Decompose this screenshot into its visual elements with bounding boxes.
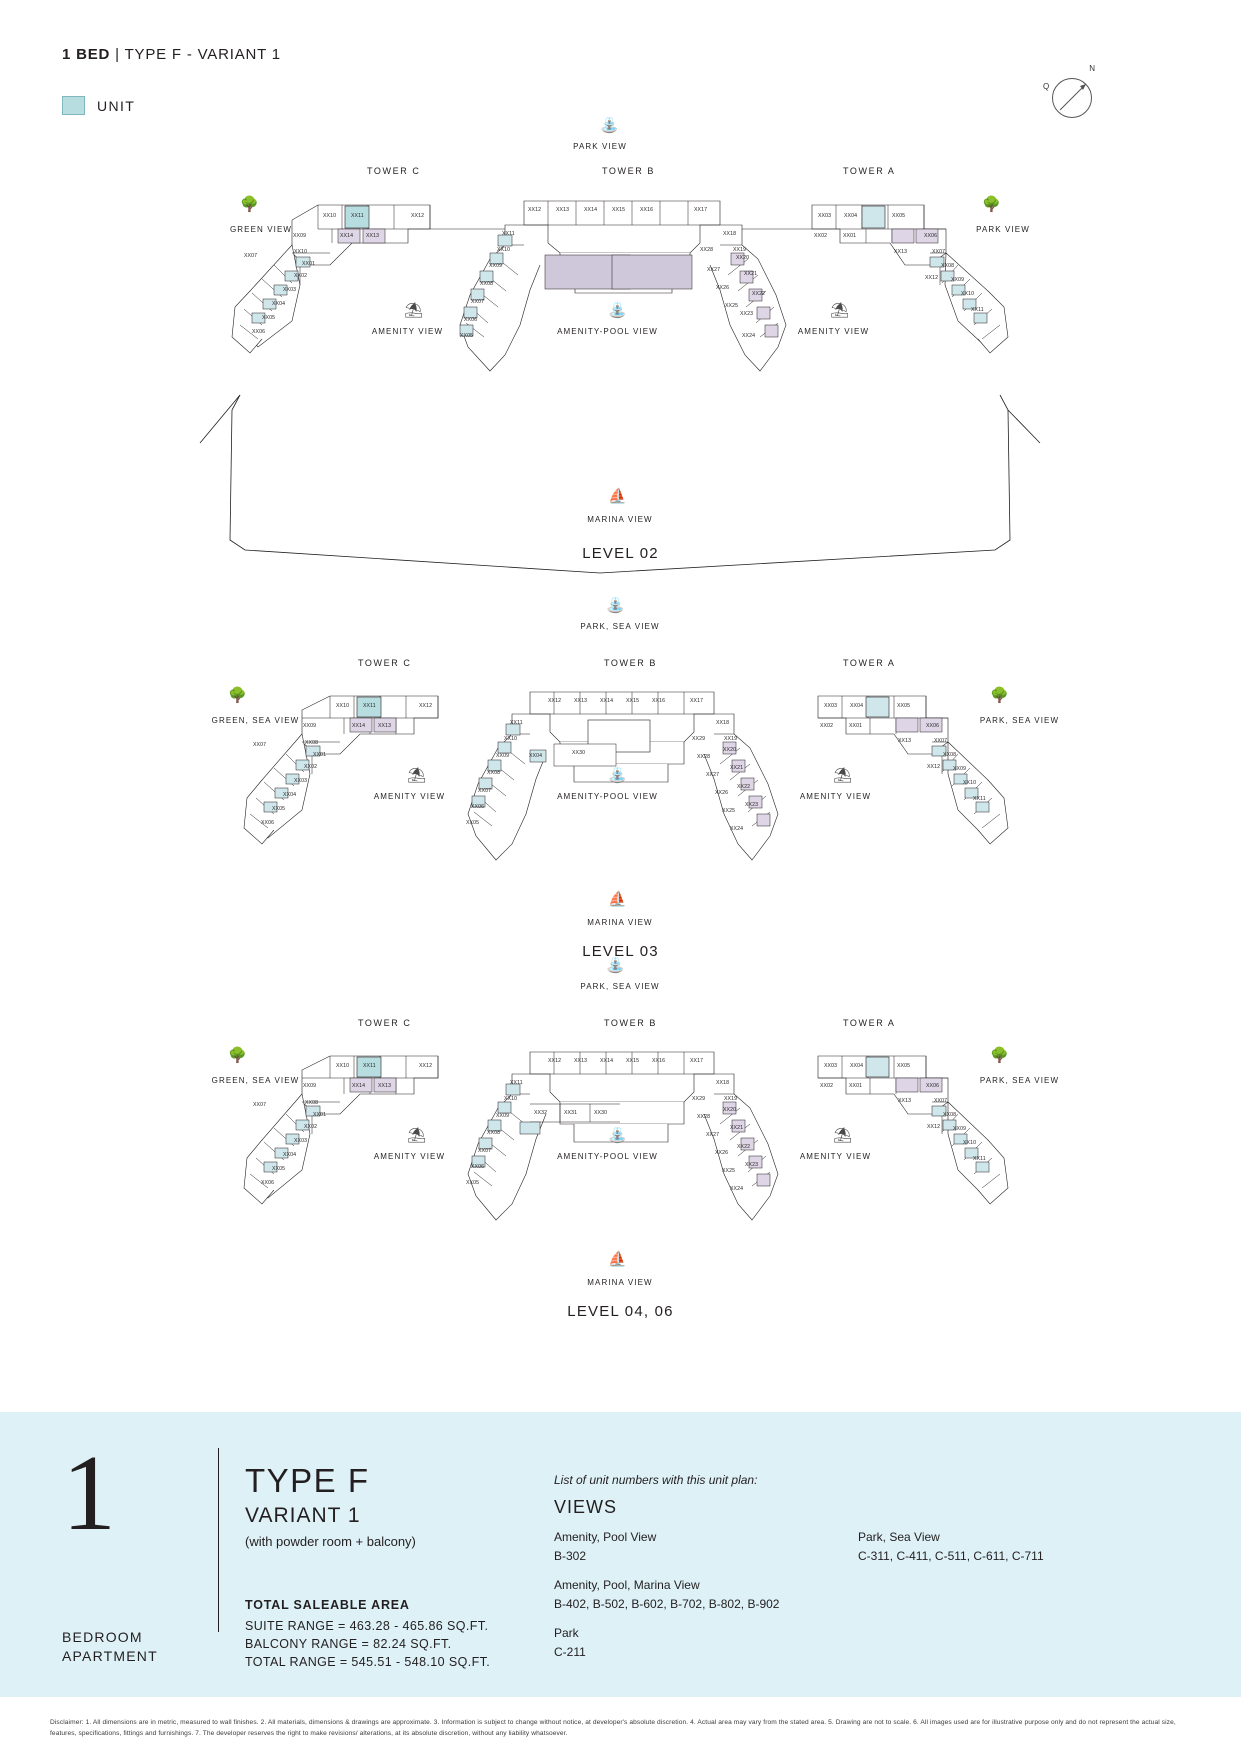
tower-label-c: TOWER C — [358, 1018, 412, 1028]
unit-number: XX10 — [336, 1063, 350, 1069]
view-label-bottom: MARINA VIEW — [587, 918, 653, 927]
unit-number: XX02 — [820, 1083, 834, 1089]
unit-number: XX07 — [932, 249, 946, 255]
unit-number: XX01 — [849, 723, 863, 729]
view-label-amenity-left: AMENITY VIEW — [371, 327, 444, 336]
unit-number: XX10 — [336, 703, 350, 709]
unit-number: XX30 — [572, 750, 586, 756]
unit-number: XX13 — [898, 1098, 912, 1104]
unit-number: XX14 — [600, 698, 614, 704]
unit-number: XX23 — [740, 311, 754, 317]
unit-number: XX04 — [272, 301, 286, 307]
park-icon: ⛲ — [600, 117, 619, 134]
unit-number: XX20 — [736, 255, 750, 261]
unit-number: XX13 — [574, 1058, 588, 1064]
unit-number: XX31 — [564, 1110, 578, 1116]
views-group-heading: Amenity, Pool View — [554, 1530, 657, 1544]
amenity-pool-icon: ⛲ — [608, 767, 627, 784]
unit-list-note: List of unit numbers with this unit plan: — [554, 1473, 758, 1487]
tower-label-b: TOWER B — [602, 166, 656, 176]
unit-number: XX22 — [752, 291, 766, 297]
view-label-amenity-right: AMENITY VIEW — [797, 327, 870, 336]
legend-unit-label: UNIT — [97, 97, 136, 114]
green-sea-icon: 🌳 — [228, 687, 247, 704]
amenity-icon-left: ⛱ — [407, 1127, 427, 1144]
unit-number: XX22 — [737, 784, 751, 790]
unit-number: XX20 — [723, 747, 737, 753]
unit-number: XX06 — [464, 317, 478, 323]
unit-number: XX04 — [844, 213, 858, 219]
unit-number: XX15 — [626, 698, 640, 704]
legend-unit-swatch — [62, 96, 85, 115]
views-group-values: B-302 — [554, 1548, 587, 1563]
unit-number: XX11 — [973, 1156, 986, 1162]
unit-number: XX21 — [730, 1125, 744, 1131]
views-title: VIEWS — [554, 1497, 618, 1517]
marina-icon: ⛵ — [608, 891, 627, 908]
tower-label-a: TOWER A — [843, 658, 896, 668]
unit-number: XX04 — [529, 753, 543, 759]
unit-number: XX05 — [262, 315, 276, 321]
unit-number: XX12 — [927, 764, 941, 770]
unit-number: XX06 — [926, 1083, 940, 1089]
views-group — [554, 1528, 779, 1565]
unit-number: XX05 — [897, 703, 911, 709]
unit-number: XX04 — [283, 792, 297, 798]
unit-number: XX02 — [304, 764, 318, 770]
unit-number: XX11 — [510, 720, 523, 726]
tower-label-a: TOWER A — [843, 166, 896, 176]
unit-number: XX12 — [411, 213, 425, 219]
area-title: TOTAL SALEABLE AREA — [245, 1598, 410, 1612]
unit-number: XX18 — [716, 720, 730, 726]
unit-number: XX27 — [707, 267, 721, 273]
unit-number: XX10 — [323, 213, 337, 219]
amenity-pool-icon: ⛲ — [608, 1127, 627, 1144]
level-title-04-06: LEVEL 04, 06 — [567, 1303, 674, 1320]
unit-number: XX10 — [963, 1140, 977, 1146]
unit-number: XX08 — [305, 740, 319, 746]
unit-number: XX28 — [697, 754, 711, 760]
green-sea-icon: 🌳 — [228, 1047, 247, 1064]
unit-number: XX06 — [261, 820, 275, 826]
unit-number: XX29 — [692, 736, 706, 742]
unit-number: XX14 — [584, 207, 598, 213]
views-group-heading: Amenity, Pool, Marina View — [554, 1578, 700, 1593]
unit-number: XX02 — [814, 233, 828, 239]
level-title-02: LEVEL 02 — [582, 545, 659, 562]
unit-number: XX01 — [313, 1112, 327, 1118]
unit-number: XX01 — [313, 752, 327, 758]
unit-number: XX07 — [934, 738, 948, 744]
unit-number: XX05 — [272, 1166, 286, 1172]
tower-label-b: TOWER B — [604, 658, 658, 668]
unit-number: XX02 — [820, 723, 834, 729]
area-lines — [245, 1618, 490, 1671]
unit-number: XX03 — [824, 1063, 838, 1069]
unit-number: XX25 — [722, 808, 736, 814]
unit-number: XX21 — [744, 271, 758, 277]
unit-number: XX13 — [378, 1083, 392, 1089]
views-group-heading: Park — [554, 1626, 579, 1641]
unit-number: XX03 — [294, 778, 308, 784]
tower-label-c: TOWER C — [367, 166, 421, 176]
amenity-icon-left: ⛱ — [407, 767, 427, 784]
unit-number: XX13 — [894, 249, 908, 255]
compass-north-label: N — [1089, 64, 1095, 73]
unit-number: XX18 — [723, 231, 737, 237]
unit-number: XX08 — [487, 770, 501, 776]
view-label-bottom: MARINA VIEW — [587, 515, 653, 524]
unit-number: XX09 — [489, 263, 503, 269]
unit-number: XX05 — [466, 1180, 480, 1186]
unit-number: XX01 — [849, 1083, 863, 1089]
unit-number: XX11 — [363, 1063, 376, 1069]
unit-number: XX07 — [934, 1098, 948, 1104]
unit-number: XX06 — [252, 329, 266, 335]
amenity-icon-left: ⛱ — [404, 302, 424, 319]
unit-number: XX28 — [700, 247, 714, 253]
disclaimer-text: Disclaimer: 1. All dimensions are in metric, measured to wall finishes. 2. All materials, dimensions & drawings are approximate. 3. Information is subject to change without notice, at developer's absolute discretion. 4. Actual area may vary from the stated area. 5. Drawing are not to scale. 6. All images used are for illustrative purpose only and do not represent the actual size, features, specifications, fittings and furnishings. 7. The developer reserves the right to make revisions/ alterations, at its absolute discretion, without any liability whatsoever. — [50, 1719, 1176, 1737]
view-label-top-center: PARK VIEW — [573, 142, 627, 151]
unit-number: XX12 — [548, 698, 562, 704]
views-column-left — [554, 1528, 779, 1673]
unit-number: XX29 — [692, 1096, 706, 1102]
page-title-bold: 1 BED — [62, 46, 111, 63]
amenity-icon-right: ⛱ — [833, 767, 853, 784]
park-sea-icon: ⛲ — [606, 957, 625, 974]
unit-number: XX15 — [626, 1058, 640, 1064]
floor-plan-level-03 — [0, 597, 1241, 960]
unit-number: XX06 — [471, 1164, 485, 1170]
unit-type-title: TYPE F — [245, 1462, 370, 1499]
unit-number: XX07 — [253, 742, 267, 748]
unit-number: XX19 — [724, 1096, 738, 1102]
park-icon-right: 🌳 — [982, 196, 1001, 213]
views-group — [858, 1528, 1044, 1565]
level-03-drawing — [0, 610, 1241, 895]
view-label-amenity-left: AMENITY VIEW — [373, 1152, 446, 1161]
unit-number: XX08 — [487, 1130, 501, 1136]
area-balcony-range: BALCONY RANGE = 82.24 SQ.FT. — [245, 1636, 452, 1651]
unit-number: XX11 — [971, 307, 984, 313]
unit-number: XX18 — [716, 1080, 730, 1086]
unit-number: XX13 — [574, 698, 588, 704]
view-label-top-center: PARK, SEA VIEW — [580, 622, 660, 631]
unit-number: XX13 — [556, 207, 570, 213]
view-label-amenity-right: AMENITY VIEW — [799, 1152, 872, 1161]
view-label-amenity-right: AMENITY VIEW — [799, 792, 872, 801]
unit-number: XX09 — [496, 1113, 510, 1119]
unit-number: XX06 — [261, 1180, 275, 1186]
marina-icon: ⛵ — [608, 1251, 627, 1268]
bedroom-count: 1 — [62, 1434, 114, 1553]
unit-number: XX26 — [715, 1150, 729, 1156]
unit-number: XX11 — [502, 231, 515, 237]
legend — [62, 96, 135, 115]
unit-number: XX11 — [973, 796, 986, 802]
unit-number: XX03 — [283, 287, 297, 293]
unit-number: XX12 — [548, 1058, 562, 1064]
vertical-divider — [218, 1448, 219, 1632]
unit-number: XX05 — [272, 806, 286, 812]
unit-number: XX09 — [303, 723, 317, 729]
unit-number: XX16 — [652, 1058, 666, 1064]
unit-number: XX10 — [963, 780, 977, 786]
level-title-03: LEVEL 03 — [582, 943, 659, 960]
unit-number: XX09 — [953, 1126, 967, 1132]
unit-number: XX08 — [941, 263, 955, 269]
unit-number: XX04 — [283, 1152, 297, 1158]
unit-number: XX24 — [730, 826, 744, 832]
unit-number: XX14 — [352, 723, 366, 729]
unit-number: XX15 — [612, 207, 626, 213]
unit-number: XX09 — [293, 233, 307, 239]
unit-number: XX09 — [951, 277, 965, 283]
unit-number: XX12 — [925, 275, 939, 281]
floor-plan-level-02 — [0, 117, 1241, 562]
park-sea-icon-right: 🌳 — [990, 1047, 1009, 1064]
unit-number: XX08 — [943, 1112, 957, 1118]
unit-number: XX07 — [471, 299, 485, 305]
unit-number: XX12 — [419, 1063, 433, 1069]
unit-number: XX30 — [594, 1110, 608, 1116]
unit-number: XX04 — [850, 1063, 864, 1069]
amenity-icon-right: ⛱ — [833, 1127, 853, 1144]
park-sea-icon-right: 🌳 — [990, 687, 1009, 704]
view-label-left: GREEN, SEA VIEW — [211, 1076, 300, 1085]
unit-number: XX26 — [715, 790, 729, 796]
unit-number: XX05 — [892, 213, 906, 219]
unit-number: XX28 — [697, 1114, 711, 1120]
unit-number: XX09 — [953, 766, 967, 772]
unit-number: XX19 — [733, 247, 747, 253]
unit-number: XX08 — [305, 1100, 319, 1106]
unit-number: XX22 — [737, 1144, 751, 1150]
view-label-left: GREEN VIEW — [229, 225, 293, 234]
unit-number: XX23 — [745, 1162, 759, 1168]
unit-note: (with powder room + balcony) — [245, 1534, 416, 1549]
tower-label-b: TOWER B — [604, 1018, 658, 1028]
unit-number: XX09 — [303, 1083, 317, 1089]
unit-number: XX19 — [724, 736, 738, 742]
view-label-left: GREEN, SEA VIEW — [211, 716, 300, 725]
amenity-icon-right: ⛱ — [830, 302, 850, 319]
unit-number: XX24 — [742, 333, 756, 339]
unit-number: XX11 — [510, 1080, 523, 1086]
compass-icon — [1043, 64, 1101, 122]
marina-icon: ⛵ — [608, 488, 627, 505]
view-label-right: PARK, SEA VIEW — [979, 1076, 1060, 1085]
bedroom-line-1: BEDROOM — [62, 1629, 143, 1645]
unit-number: XX06 — [926, 723, 940, 729]
tower-label-c: TOWER C — [358, 658, 412, 668]
unit-number: XX05 — [460, 333, 474, 339]
unit-number: XX17 — [694, 207, 708, 213]
area-total-range: TOTAL RANGE = 545.51 - 548.10 SQ.FT. — [245, 1654, 491, 1669]
unit-number: XX12 — [528, 207, 542, 213]
view-label-amenity-center: AMENITY-POOL VIEW — [557, 792, 658, 801]
unit-number: XX01 — [843, 233, 857, 239]
floor-plan-level-04-06 — [0, 957, 1241, 1320]
unit-number: XX09 — [496, 753, 510, 759]
unit-number: XX14 — [340, 233, 354, 239]
area-suite-range: SUITE RANGE = 463.28 - 465.86 SQ.FT. — [245, 1619, 489, 1633]
unit-number: XX17 — [690, 698, 704, 704]
unit-number: XX08 — [943, 752, 957, 758]
page-title — [62, 46, 281, 63]
views-group-values: B-402, B-502, B-602, B-702, B-802, B-902 — [554, 1596, 780, 1611]
unit-number: XX08 — [480, 281, 494, 287]
unit-number: XX07 — [253, 1102, 267, 1108]
view-label-right: PARK, SEA VIEW — [979, 716, 1060, 725]
unit-number: XX27 — [706, 1132, 720, 1138]
view-label-top-center: PARK, SEA VIEW — [580, 982, 660, 991]
views-column-right — [858, 1528, 1044, 1576]
unit-number: XX14 — [352, 1083, 366, 1089]
unit-number: XX17 — [690, 1058, 704, 1064]
unit-number: XX16 — [652, 698, 666, 704]
compass-secondary-label: Q — [1043, 82, 1050, 91]
unit-number: XX13 — [898, 738, 912, 744]
unit-number: XX23 — [745, 802, 759, 808]
unit-number: XX26 — [716, 285, 730, 291]
unit-number: XX12 — [927, 1124, 941, 1130]
views-group — [554, 1576, 779, 1613]
unit-number: XX25 — [725, 303, 739, 309]
unit-number: XX12 — [419, 703, 433, 709]
unit-number: XX06 — [471, 804, 485, 810]
unit-number: XX27 — [706, 772, 720, 778]
unit-number: XX03 — [294, 1138, 308, 1144]
unit-number: XX21 — [730, 765, 744, 771]
views-group-values: C-211 — [554, 1644, 586, 1659]
unit-number: XX02 — [304, 1124, 318, 1130]
unit-number: XX10 — [961, 291, 975, 297]
unit-number: XX25 — [722, 1168, 736, 1174]
unit-number: XX03 — [824, 703, 838, 709]
unit-number: XX32 — [534, 1110, 548, 1116]
view-label-amenity-center: AMENITY-POOL VIEW — [557, 327, 658, 336]
bedroom-apartment-label — [62, 1628, 158, 1666]
page-title-rest: TYPE F - VARIANT 1 — [124, 46, 281, 63]
unit-number: XX16 — [640, 207, 654, 213]
park-sea-icon: ⛲ — [606, 597, 625, 614]
view-label-right: PARK VIEW — [976, 225, 1030, 234]
view-label-amenity-center: AMENITY-POOL VIEW — [557, 1152, 658, 1161]
views-group-values: C-311, C-411, C-511, C-611, C-711 — [858, 1548, 1044, 1563]
unit-number: XX13 — [378, 723, 392, 729]
level-04-06-drawing — [0, 970, 1241, 1255]
unit-number: XX07 — [478, 788, 492, 794]
green-icon: 🌳 — [240, 196, 259, 213]
unit-number: XX13 — [366, 233, 380, 239]
views-group-heading: Park, Sea View — [858, 1530, 940, 1544]
view-label-amenity-left: AMENITY VIEW — [373, 792, 446, 801]
unit-number: XX24 — [730, 1186, 744, 1192]
unit-number: XX02 — [294, 273, 308, 279]
page-title-separator: | — [115, 46, 120, 63]
amenity-pool-icon: ⛲ — [608, 302, 627, 319]
unit-number: XX06 — [924, 233, 938, 239]
unit-number: XX11 — [351, 213, 364, 219]
unit-number: XX10 — [504, 736, 518, 742]
unit-number: XX05 — [897, 1063, 911, 1069]
unit-number: XX14 — [600, 1058, 614, 1064]
views-group — [554, 1624, 779, 1661]
view-label-bottom: MARINA VIEW — [587, 1278, 653, 1287]
unit-variant: VARIANT 1 — [245, 1504, 361, 1527]
unit-number: XX07 — [244, 253, 258, 259]
unit-number: XX04 — [850, 703, 864, 709]
unit-number: XX11 — [363, 703, 376, 709]
unit-number: XX07 — [478, 1148, 492, 1154]
unit-number: XX20 — [723, 1107, 737, 1113]
tower-label-a: TOWER A — [843, 1018, 896, 1028]
unit-number: XX10 — [497, 247, 511, 253]
unit-number: XX05 — [466, 820, 480, 826]
unit-number: XX10 — [504, 1096, 518, 1102]
unit-number: XX01 — [302, 261, 316, 267]
unit-number: XX03 — [818, 213, 832, 219]
bedroom-line-2: APARTMENT — [62, 1647, 158, 1664]
unit-number: XX10 — [294, 249, 308, 255]
